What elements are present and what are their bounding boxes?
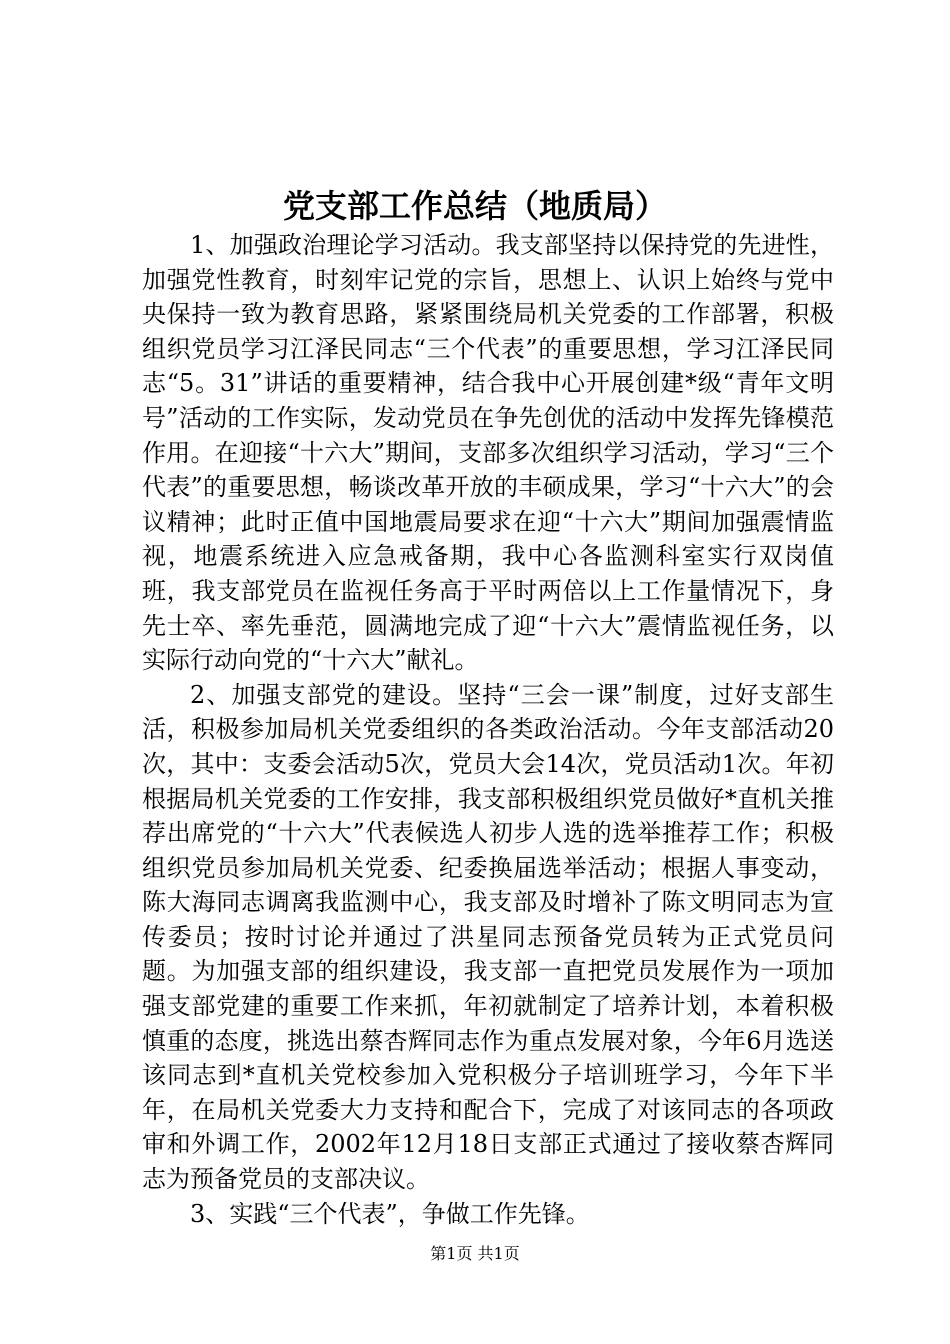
page-number: 第1页 共1页 (430, 1244, 520, 1263)
document-body (142, 228, 834, 1231)
page-footer (0, 1244, 950, 1264)
document-title: 党支部工作总结（地质局） (282, 187, 667, 225)
paragraph-2: 2、加强支部党的建设。坚持“三会一课”制度，过好支部生活，积极参加局机关党委组织的各类政治活动。今年支部活动20次，其中：支委会活动5次，党员大会14次，党员活动1次。年初根据局机关党委的工作安排，我支部积极组织党员做好*直机关推荐出席党的“十六大”代表候选人初步人选的选举推荐工作；积极组织党员参加局机关党委、纪委换届选举活动；根据人事变动，陈大海同志调离我监测中心，我支部及时增补了陈文明同志为宣传委员；按时讨论并通过了洪星同志预备党员转为正式党员问题。为加强支部的组织建设，我支部一直把党员发展作为一项加强支部党建的重要工作来抓，年初就制定了培养计划，本着积极慎重的态度，挑选出蔡杏辉同志作为重点发展对象，今年6月选送该同志到*直机关党校参加入党积极分子培训班学习，今年下半年，在局机关党委大力支持和配合下，完成了对该同志的各项政审和外调工作，2002年12月18日支部正式通过了接收蔡杏辉同志为预备党员的支部决议。 (142, 680, 834, 1194)
paragraph-3: 3、实践“三个代表”，争做工作先锋。 (190, 1199, 590, 1228)
paragraph-1: 1、加强政治理论学习活动。我支部坚持以保持党的先进性，加强党性教育，时刻牢记党的宗旨，思想上、认识上始终与党中央保持一致为教育思路，紧紧围绕局机关党委的工作部署，积极组织党员学习江泽民同志“三个代表”的重要思想，学习江泽民同志“5。31”讲话的重要精神，结合我中心开展创建*级“青年文明号”活动的工作实际，发动党员在争先创优的活动中发挥先锋模范作用。在迎接“十六大”期间，支部多次组织学习活动，学习“三个代表”的重要思想，畅谈改革开放的丰硕成果，学习“十六大”的会议精神；此时正值中国地震局要求在迎“十六大”期间加强震情监视，地震系统进入应急戒备期，我中心各监测科室实行双岗值班，我支部党员在监视任务高于平时两倍以上工作量情况下，身先士卒、率先垂范，圆满地完成了迎“十六大”震情监视任务，以实际行动向党的“十六大”献礼。 (142, 231, 834, 675)
